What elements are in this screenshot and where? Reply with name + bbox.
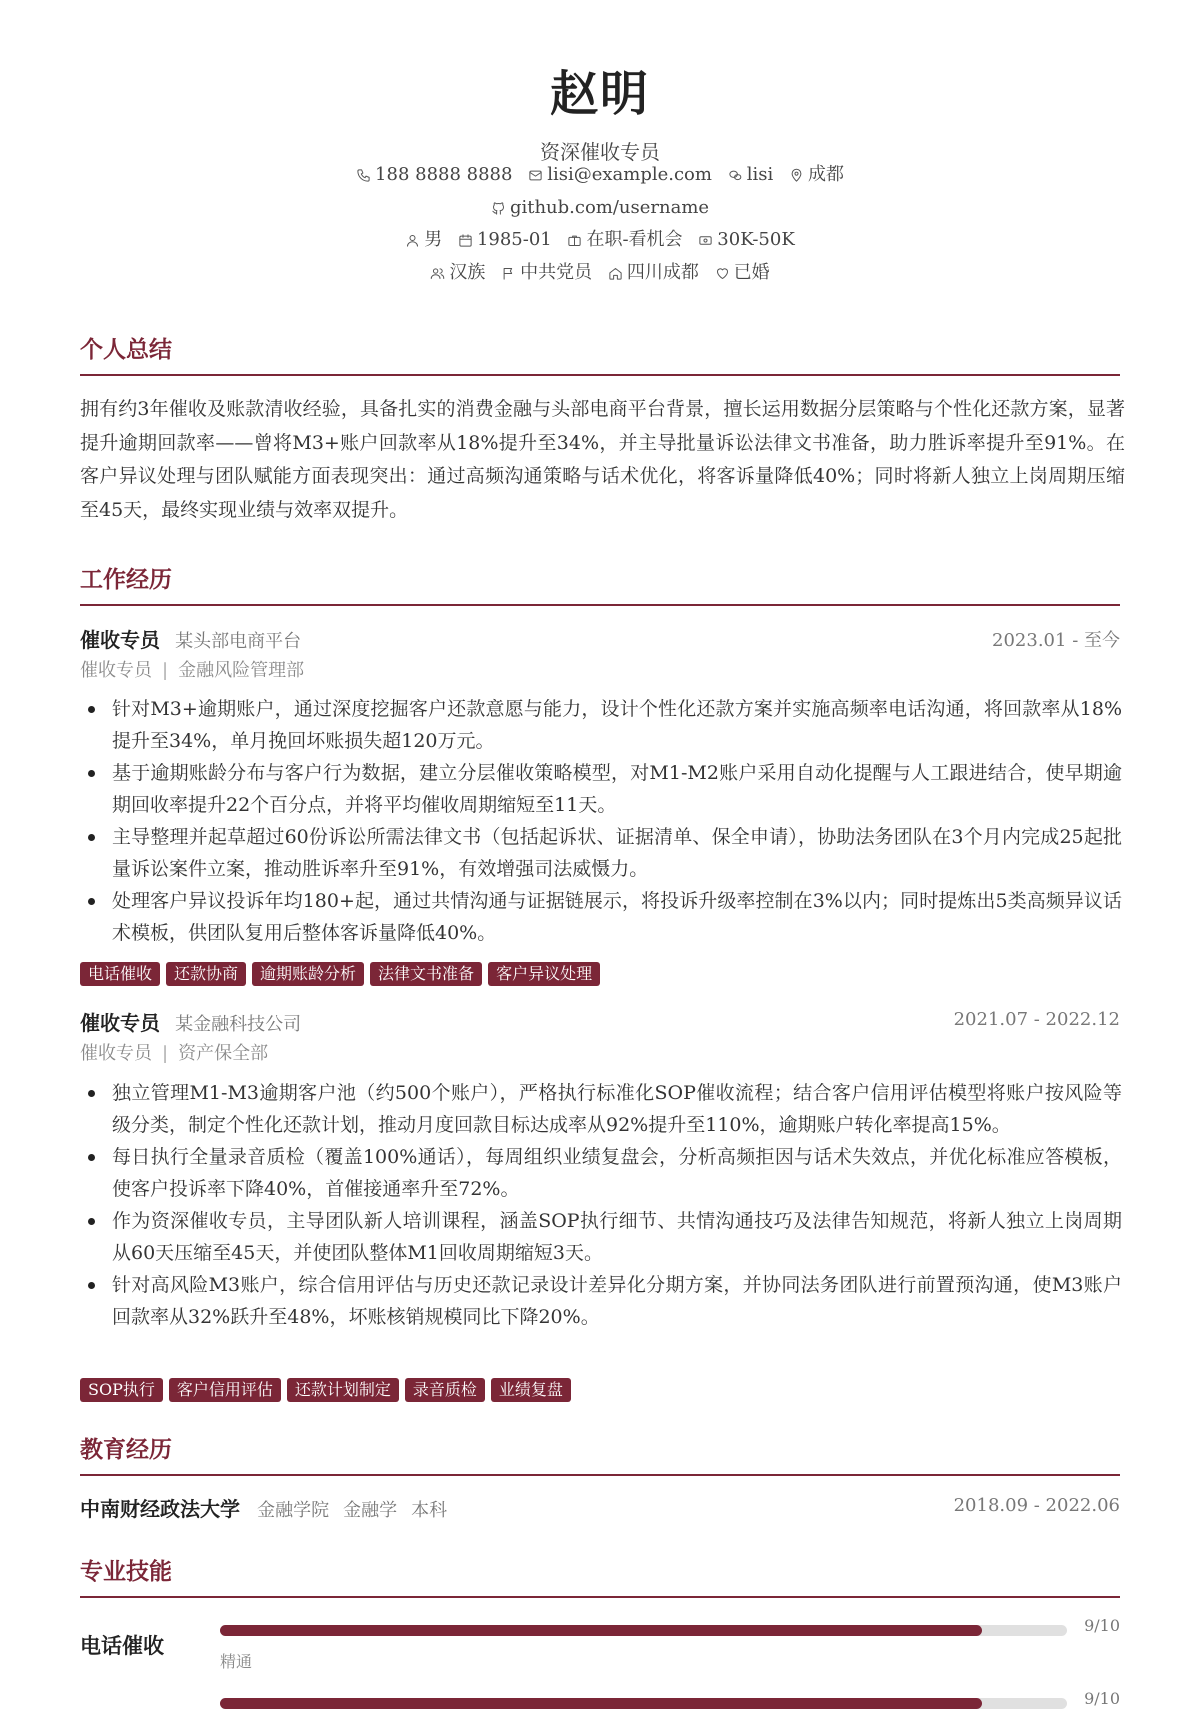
location-icon xyxy=(789,168,804,183)
personal-row-1 xyxy=(0,227,1200,256)
job-position: 催收专员 xyxy=(80,1043,152,1064)
candidate-title: 资深催收专员 xyxy=(540,140,660,164)
birth-text: 1985-01 xyxy=(476,229,552,250)
edu-period: 2018.09 - 2022.06 xyxy=(953,1495,1120,1516)
contact-phone[interactable] xyxy=(356,162,512,188)
skill-tag: 业绩复盘 xyxy=(491,1378,571,1402)
github-row xyxy=(0,195,1200,224)
city-text: 成都 xyxy=(807,164,844,185)
skill-tag: 客户异议处理 xyxy=(488,962,600,986)
contact-email[interactable] xyxy=(528,162,712,188)
section-title-education: 教育经历 xyxy=(80,1436,172,1463)
skill-score: 9/10 xyxy=(1084,1689,1120,1708)
info-status xyxy=(567,227,682,253)
section-title-skills: 专业技能 xyxy=(80,1558,172,1585)
list-item: 作为资深催收专员，主导团队新人培训课程，涵盖SOP执行细节、共情沟通技巧及法律告知规范，将新人独立上岗周期从60天压缩至45天，并使团队整体M1回收周期缩短3天。 xyxy=(80,1205,1122,1269)
job-tags xyxy=(80,1378,571,1402)
info-politics xyxy=(501,260,592,286)
info-hometown xyxy=(608,260,699,286)
list-item: 基于逾期账龄分布与客户行为数据，建立分层催收策略模型，对M1-M2账户采用自动化提醒与人工跟进结合，使早期逾期回收率提升22个百分点，并将平均催收周期缩短至11天。 xyxy=(80,757,1122,821)
github-text: github.com/username xyxy=(509,197,710,218)
personal-row-2 xyxy=(0,260,1200,289)
section-divider xyxy=(80,1474,1120,1476)
skill-tag: 电话催收 xyxy=(80,962,160,986)
people-icon xyxy=(430,266,445,281)
candidate-name: 赵明 xyxy=(549,66,650,122)
user-icon xyxy=(405,233,420,248)
skill-tag: 法律文书准备 xyxy=(370,962,482,986)
edu-major: 金融学 xyxy=(343,1500,398,1521)
home-icon xyxy=(608,266,623,281)
list-item: 独立管理M1-M3逾期客户池（约500个账户），严格执行标准化SOP催收流程；结合客户信用评估模型将账户按风险等级分类，制定个性化还款计划，推动月度回款目标达成率从92%提升至110%，逾期账户转化率提高15%。 xyxy=(80,1077,1122,1141)
edu-college: 金融学院 xyxy=(257,1500,330,1521)
edu-school: 中南财经政法大学 xyxy=(80,1497,240,1521)
job-department: 金融风险管理部 xyxy=(178,660,305,681)
job-period: 2021.07 - 2022.12 xyxy=(953,1009,1120,1030)
job-role: 催收专员 xyxy=(80,628,160,652)
info-marital xyxy=(715,260,770,286)
edu-degree: 本科 xyxy=(411,1500,448,1521)
github-icon xyxy=(491,201,506,216)
summary-text: 拥有约3年催收及账款清收经验，具备扎实的消费金融与头部电商平台背景，擅长运用数据分层策略与个性化还款方案，显著提升逾期回款率——曾将M3+账户回款率从18%提升至34%，并主导批量诉讼法律文书准备，助力胜诉率提升至91%。在客户异议处理与团队赋能方面表现突出：通过高频沟通策略与话术优化，将客诉量降低40%；同时将新人独立上岗周期压缩至45天，最终实现业绩与效率双提升。 xyxy=(80,398,1125,521)
list-item: 每日执行全量录音质检（覆盖100%通话），每周组织业绩复盘会，分析高频拒因与话术失效点，并优化标准应答模板，使客户投诉率下降40%，首催接通率升至72%。 xyxy=(80,1141,1122,1205)
skill-score: 9/10 xyxy=(1084,1616,1120,1635)
skill-tag: 逾期账龄分析 xyxy=(252,962,364,986)
section-title-work: 工作经历 xyxy=(80,566,172,593)
phone-icon xyxy=(356,168,371,183)
list-item: 主导整理并起草超过60份诉讼所需法律文书（包括起诉状、证据清单、保全申请），协助法务团队在3个月内完成25起批量诉讼案件立案，推动胜诉率升至91%，有效增强司法威慑力。 xyxy=(80,821,1122,885)
info-gender xyxy=(405,227,442,253)
job-bullets xyxy=(80,693,1122,949)
wallet-icon xyxy=(698,233,713,248)
job-role: 催收专员 xyxy=(80,1011,160,1035)
separator: | xyxy=(162,1043,169,1064)
wechat-icon xyxy=(728,168,743,183)
briefcase-icon xyxy=(567,233,582,248)
marital-text: 已婚 xyxy=(733,262,770,283)
email-text: lisi@example.com xyxy=(547,164,712,185)
skill-tag: 客户信用评估 xyxy=(169,1378,281,1402)
list-item: 针对M3+逾期账户，通过深度挖掘客户还款意愿与能力，设计个性化还款方案并实施高频率电话沟通，将回款率从18%提升至34%，单月挽回坏账损失超120万元。 xyxy=(80,693,1122,757)
info-salary xyxy=(698,227,794,253)
skill-bar-fill xyxy=(220,1698,982,1709)
separator: | xyxy=(162,660,169,681)
salary-text: 30K-50K xyxy=(717,229,795,250)
info-birth xyxy=(458,227,552,253)
skill-name: 电话催收 xyxy=(80,1633,164,1658)
list-item: 处理客户异议投诉年均180+起，通过共情沟通与证据链展示，将投诉升级率控制在3%以内；同时提炼出5类高频异议话术模板，供团队复用后整体客诉量降低40%。 xyxy=(80,885,1122,949)
skill-row xyxy=(80,1616,1120,1676)
job-company: 某头部电商平台 xyxy=(175,631,302,652)
job-company: 某金融科技公司 xyxy=(175,1014,302,1035)
section-divider xyxy=(80,374,1120,376)
mail-icon xyxy=(528,168,543,183)
politics-text: 中共党员 xyxy=(520,262,593,283)
phone-text: 188 8888 8888 xyxy=(375,164,513,185)
skill-tag: SOP执行 xyxy=(80,1378,163,1402)
skill-bar-fill xyxy=(220,1625,982,1636)
job-tags xyxy=(80,962,600,986)
info-ethnicity xyxy=(430,260,485,286)
job-subtitle xyxy=(80,1041,268,1067)
flag-icon xyxy=(501,266,516,281)
skill-bar-track xyxy=(220,1625,1067,1636)
skill-tag: 录音质检 xyxy=(405,1378,485,1402)
job-header xyxy=(80,624,1120,654)
section-divider xyxy=(80,604,1120,606)
job-header xyxy=(80,1007,1120,1037)
contact-city xyxy=(789,162,844,188)
gender-text: 男 xyxy=(424,229,443,250)
hometown-text: 四川成都 xyxy=(626,262,699,283)
contact-row xyxy=(0,162,1200,191)
section-divider xyxy=(80,1596,1120,1598)
skill-tag: 还款计划制定 xyxy=(287,1378,399,1402)
education-entry xyxy=(80,1493,1120,1523)
job-subtitle xyxy=(80,658,304,684)
contact-github[interactable] xyxy=(491,195,709,221)
skill-bar-track xyxy=(220,1698,1067,1709)
section-title-summary: 个人总结 xyxy=(80,336,172,363)
status-text: 在职-看机会 xyxy=(586,229,683,250)
wechat-text: lisi xyxy=(746,164,774,185)
list-item: 针对高风险M3账户，综合信用评估与历史还款记录设计差异化分期方案，并协同法务团队进行前置预沟通，使M3账户回款率从32%跃升至48%，坏账核销规模同比下降20%。 xyxy=(80,1269,1122,1333)
edu-meta xyxy=(257,1500,461,1521)
job-position: 催收专员 xyxy=(80,660,152,681)
heart-icon xyxy=(715,266,730,281)
calendar-icon xyxy=(458,233,473,248)
contact-wechat[interactable] xyxy=(728,162,774,188)
skill-tag: 还款协商 xyxy=(166,962,246,986)
job-department: 资产保全部 xyxy=(178,1043,269,1064)
ethnicity-text: 汉族 xyxy=(449,262,486,283)
job-bullets xyxy=(80,1077,1122,1333)
skill-level: 精通 xyxy=(220,1652,253,1671)
job-period: 2023.01 - 至今 xyxy=(992,630,1120,651)
skill-row xyxy=(80,1689,1120,1709)
